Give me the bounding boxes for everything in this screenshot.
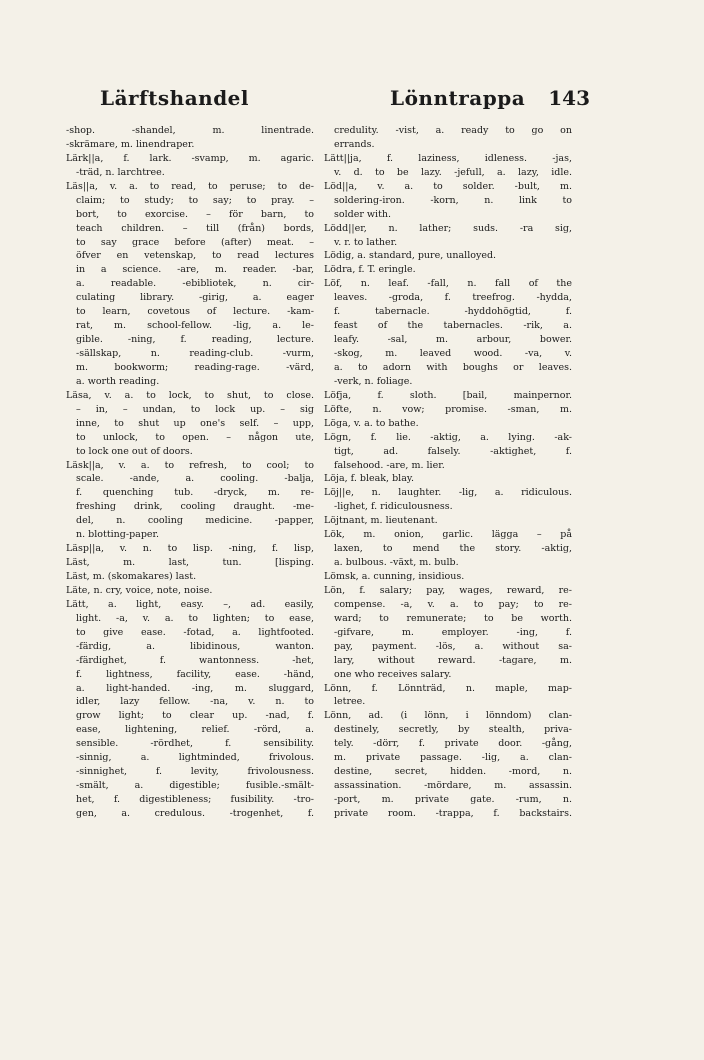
- entry-line: m. bookworm; reading-rage. -värd,: [76, 361, 314, 373]
- entry-line: bort, to exorcise. – för barn, to: [76, 208, 314, 220]
- entry-line: Lömsk, a. cunning, insidious.: [324, 571, 465, 582]
- entry-line: in a science. -are, m. reader. -bar,: [76, 264, 314, 276]
- entry-line: private room. -trappa, f. backstairs.: [334, 807, 572, 819]
- entry-line: errands.: [334, 138, 375, 150]
- entry-line: v. r. to lather.: [334, 236, 398, 248]
- entry-line: Lök, m. onion, garlic. lägga – på: [324, 529, 572, 541]
- entry-line: n. blotting-paper.: [76, 529, 160, 541]
- entry-line: gen, a. credulous. -trogenhet, f.: [76, 807, 314, 819]
- entry-line: pay, payment. -lös, a. without sa-: [334, 640, 572, 652]
- entry-line: to unlock, to open. – någon ute,: [76, 431, 314, 443]
- entry-line: soldering-iron. -korn, n. link to: [334, 194, 572, 206]
- entry-line: to learn, covetous of lecture. -kam-: [76, 306, 314, 318]
- entry-line: laxen, to mend the story. -aktig,: [334, 543, 572, 555]
- entry-line: tely. -dörr, f. private door. -gång,: [334, 738, 572, 750]
- entry-line: Lödd||er, n. lather; suds. -ra sig,: [324, 222, 572, 234]
- entry-line: ease, lightening, relief. -rörd, a.: [76, 724, 314, 736]
- entry-line: credulity. -vist, a. ready to go on: [334, 125, 572, 136]
- entry-line: het, f. digestibleness; fusibility. -tro-: [76, 794, 314, 805]
- entry-line: f. lightness, facility, ease. -händ,: [76, 668, 314, 680]
- entry-line: Lätt, a. light, easy. –, ad. easily,: [66, 598, 314, 610]
- entry-line: -sällskap, n. reading-club. -vurm,: [76, 348, 314, 359]
- entry-line: Lönn, ad. (i lönn, i lönndom) clan-: [324, 710, 572, 722]
- entry-line: to give ease. -fotad, a. lightfooted.: [76, 626, 314, 638]
- entry-line: a. worth reading.: [76, 375, 160, 387]
- entry-line: a. readable. -ebibliotek, n. cir-: [76, 278, 314, 290]
- entry-line: del, n. cooling medicine. -papper,: [76, 515, 314, 527]
- entry-line: lary, without reward. -tagare, m.: [334, 654, 572, 666]
- running-header: [100, 86, 590, 112]
- entry-line: one who receives salary.: [334, 668, 452, 680]
- entry-line: Lön, f. salary; pay, wages, reward, re-: [324, 584, 572, 596]
- entry-line: -lighet, f. ridiculousness.: [334, 501, 453, 513]
- entry-line: Lödig, a. standard, pure, unalloyed.: [324, 250, 497, 262]
- entry-line: assassination. -mördare, m. assassin.: [334, 780, 572, 792]
- entry-line: tigt, ad. falsely. -aktighet, f.: [334, 445, 572, 457]
- entry-line: v. d. to be lazy. -jefull, a. lazy, idle.: [334, 166, 572, 178]
- entry-line: m. private passage. -lig, a. clan-: [334, 752, 572, 764]
- entry-line: ward; to remunerate; to be worth.: [334, 612, 572, 624]
- entry-line: claim; to study; to say; to pray. –: [76, 194, 314, 206]
- entry-line: Lögn, f. lie. -aktig, a. lying. -ak-: [324, 431, 572, 443]
- entry-line: -träd, n. larchtree.: [76, 166, 165, 178]
- entry-line: -skrämare, m. linendraper.: [66, 138, 195, 150]
- entry-line: Läsa, v. a. to lock, to shut, to close.: [66, 389, 314, 401]
- entry-line: -verk, n. foliage.: [334, 375, 413, 387]
- entry-line: -smält, a. digestible; fusible.-smält-: [76, 780, 314, 792]
- entry-line: falsehood. -are, m. lier.: [334, 459, 445, 471]
- entry-line: to say grace before (after) meat. –: [76, 236, 314, 248]
- page-number: 143: [548, 86, 590, 110]
- header-guide-word-left: Lärftshandel: [100, 86, 250, 110]
- entry-line: culating library. -girig, a. eager: [76, 292, 314, 304]
- header-guide-word-right: Lönntrappa: [390, 86, 526, 110]
- entry-line: leaves. -groda, f. treefrog. -hydda,: [334, 292, 572, 304]
- left-column: [66, 124, 314, 821]
- entry-line: destinely, secretly, by stealth, priva-: [334, 724, 572, 736]
- entry-line: f. tabernacle. -hyddohögtid, f.: [334, 306, 572, 318]
- entry-line: destine, secret, hidden. -mord, n.: [334, 766, 572, 778]
- entry-line: -färdig, a. libidinous, wanton.: [76, 640, 314, 652]
- entry-line: -gifvare, m. employer. -ing, f.: [334, 626, 572, 638]
- entry-line: Läsk||a, v. a. to refresh, to cool; to: [66, 459, 314, 471]
- entry-line: freshing drink, cooling draught. -me-: [76, 501, 314, 513]
- entry-line: to lock one out of doors.: [76, 445, 193, 457]
- entry-line: – in, – undan, to lock up. – sig: [76, 403, 314, 415]
- entry-line: Lödra, f. T. eringle.: [324, 264, 416, 276]
- entry-line: letree.: [334, 696, 366, 708]
- entry-line: a. bulbous. -växt, m. bulb.: [334, 557, 459, 569]
- entry-line: -färdighet, f. wantonness. -het,: [76, 654, 314, 666]
- entry-line: Löga, v. a. to bathe.: [324, 417, 419, 429]
- entry-line: Läst, m. last, tun. [lisping.: [66, 557, 314, 569]
- entry-line: öfver en vetenskap, to read lectures: [76, 250, 314, 262]
- entry-line: solder with.: [334, 208, 392, 220]
- right-column: [324, 124, 572, 821]
- entry-line: idler, lazy fellow. -na, v. n. to: [76, 696, 314, 708]
- entry-line: Läsp||a, v. n. to lisp. -ning, f. lisp,: [66, 543, 314, 555]
- entry-line: feast of the tabernacles. -rik, a.: [334, 320, 572, 332]
- entry-line: Löja, f. bleak, blay.: [324, 473, 415, 485]
- entry-line: inne, to shut up one's self. – upp,: [76, 417, 314, 429]
- entry-line: -sinnig, a. lightminded, frivolous.: [76, 752, 314, 764]
- entry-line: -skog, m. leaved wood. -va, v.: [334, 348, 572, 359]
- entry-line: Lönn, f. Lönnträd, n. maple, map-: [324, 682, 572, 694]
- entry-line: scale. -ande, a. cooling. -balja,: [76, 473, 314, 485]
- entry-line: light. -a, v. a. to lighten; to ease,: [76, 612, 314, 624]
- entry-line: Läte, n. cry, voice, note, noise.: [66, 584, 213, 596]
- entry-line: Löd||a, v. a. to solder. -bult, m.: [324, 180, 572, 192]
- entry-line: a. to adorn with boughs or leaves.: [334, 361, 572, 373]
- entry-line: rat, m. school-fellow. -lig, a. le-: [76, 320, 314, 332]
- entry-line: Löfte, n. vow; promise. -sman, m.: [324, 403, 572, 415]
- entry-line: Löj||e, n. laughter. -lig, a. ridiculous.: [324, 487, 572, 499]
- entry-line: Löjtnant, m. lieutenant.: [324, 515, 438, 527]
- entry-line: -shop. -shandel, m. linentrade.: [66, 125, 314, 136]
- entry-line: Lärk||a, f. lark. -svamp, m. agaric.: [66, 152, 314, 164]
- entry-line: Läs||a, v. a. to read, to peruse; to de-: [66, 180, 314, 192]
- entry-line: Löf, n. leaf. -fall, n. fall of the: [324, 278, 572, 290]
- entry-line: Läst, m. (skomakares) last.: [66, 571, 197, 582]
- entry-line: sensible. -rördhet, f. sensibility.: [76, 738, 314, 750]
- entry-line: -port, m. private gate. -rum, n.: [334, 794, 572, 805]
- entry-line: a. light-handed. -ing, m. sluggard,: [76, 682, 314, 694]
- entry-line: Lätt||ja, f. laziness, idleness. -jas,: [324, 152, 572, 164]
- entry-line: grow light; to clear up. -nad, f.: [76, 710, 314, 722]
- entry-line: Löfja, f. sloth. [bail, mainpernor.: [324, 389, 572, 401]
- entry-line: f. quenching tub. -dryck, m. re-: [76, 487, 314, 499]
- entry-line: gible. -ning, f. reading, lecture.: [76, 334, 314, 346]
- entry-line: -sinnighet, f. levity, frivolousness.: [76, 766, 314, 778]
- entry-line: leafy. -sal, m. arbour, bower.: [334, 334, 572, 346]
- entry-line: teach children. – till (från) bords,: [76, 222, 314, 234]
- entry-line: compense. -a, v. a. to pay; to re-: [334, 598, 572, 610]
